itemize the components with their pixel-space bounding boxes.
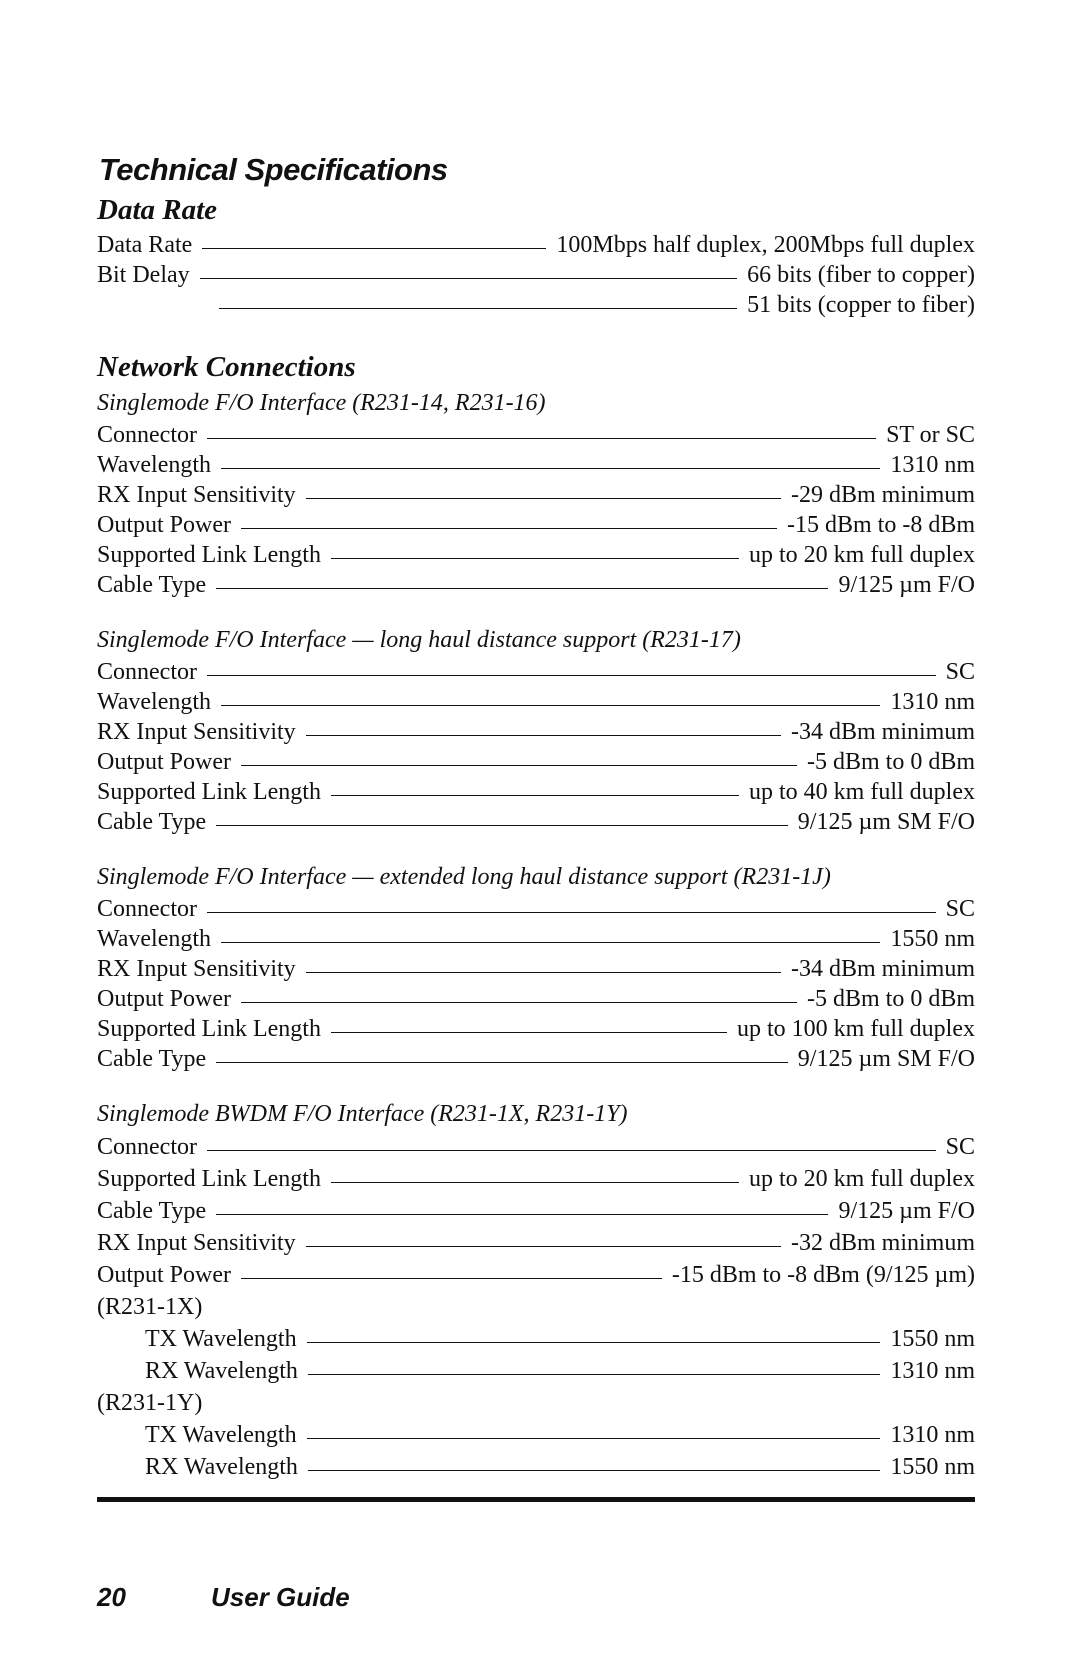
spec-value: 1550 nm <box>890 926 975 952</box>
spec-label: Supported Link Length <box>97 1166 321 1192</box>
leader-line <box>207 1149 936 1151</box>
leader-line <box>307 1341 881 1343</box>
spec-label: TX Wavelength <box>145 1422 297 1448</box>
spec-label: Wavelength <box>97 452 212 478</box>
spec-row <box>97 1451 975 1483</box>
spec-value: SC <box>945 896 975 922</box>
leader-line <box>241 1277 662 1279</box>
spec-label: Connector <box>97 659 197 685</box>
spec-label: Cable Type <box>97 1198 207 1224</box>
spec-value: 1310 nm <box>890 452 975 478</box>
spec-value: 100Mbps half duplex, 200Mbps full duplex <box>556 232 975 258</box>
spec-label: Supported Link Length <box>97 542 321 568</box>
spec-value: -5 dBm to 0 dBm <box>806 986 975 1012</box>
leader-line <box>221 941 880 943</box>
spec-row <box>97 1419 975 1451</box>
spec-row <box>97 717 975 747</box>
leader-line <box>331 557 739 559</box>
spec-row <box>97 954 975 984</box>
spec-row <box>97 1355 975 1387</box>
page-number: 20 <box>97 1582 126 1612</box>
interface-subheading: Singlemode F/O Interface (R231-14, R231-16) <box>97 390 546 416</box>
spec-row <box>97 807 975 837</box>
spec-value: 66 bits (fiber to copper) <box>747 262 975 288</box>
leader-line <box>306 734 781 736</box>
spec-label: Supported Link Length <box>97 779 321 805</box>
bottom-rule <box>97 1497 975 1502</box>
leader-line <box>241 527 777 529</box>
model-label: (R231-1X) <box>97 1294 203 1320</box>
leader-line <box>207 911 936 913</box>
spec-label: RX Input Sensitivity <box>97 956 296 982</box>
leader-line <box>331 794 739 796</box>
spec-label: RX Wavelength <box>145 1454 298 1480</box>
spec-value: 1310 nm <box>890 1422 975 1448</box>
leader-line <box>207 674 936 676</box>
leader-line <box>216 587 828 589</box>
leader-line <box>216 824 788 826</box>
spec-row <box>97 777 975 807</box>
spec-row-data-rate <box>97 230 975 260</box>
spec-value: SC <box>945 1134 975 1160</box>
spec-value: 1550 nm <box>890 1454 975 1480</box>
spec-label: Bit Delay <box>97 262 190 288</box>
spec-value: -5 dBm to 0 dBm <box>806 749 975 775</box>
spec-value: 9/125 µm SM F/O <box>797 809 975 835</box>
spec-label: Supported Link Length <box>97 1016 321 1042</box>
spec-row-bit-delay <box>97 260 975 290</box>
spec-label: Cable Type <box>97 809 207 835</box>
spec-label: Output Power <box>97 986 231 1012</box>
spec-label: Wavelength <box>97 926 212 952</box>
spec-value: 9/125 µm F/O <box>838 1198 975 1224</box>
leader-line <box>308 1373 880 1375</box>
leader-line <box>241 1001 797 1003</box>
data-rate-heading: Data Rate <box>97 194 218 226</box>
spec-row <box>97 687 975 717</box>
spec-value: 1310 nm <box>890 689 975 715</box>
spec-label: Cable Type <box>97 572 207 598</box>
leader-line <box>331 1181 739 1183</box>
spec-value: up to 100 km full duplex <box>737 1016 975 1042</box>
spec-row <box>97 1195 975 1227</box>
leader-line <box>221 467 880 469</box>
spec-row <box>97 1323 975 1355</box>
leader-line <box>219 307 737 309</box>
spec-value: ST or SC <box>886 422 975 448</box>
spec-label: RX Input Sensitivity <box>97 1230 296 1256</box>
leader-line <box>306 497 781 499</box>
spec-page <box>97 150 975 1483</box>
leader-line <box>202 247 546 249</box>
spec-value: 1310 nm <box>890 1358 975 1384</box>
guide-title: User Guide <box>211 1582 350 1612</box>
spec-row <box>97 540 975 570</box>
spec-label: Output Power <box>97 1262 231 1288</box>
spec-value: up to 20 km full duplex <box>749 542 975 568</box>
leader-line <box>307 1437 881 1439</box>
spec-row <box>97 894 975 924</box>
leader-line <box>331 1031 727 1033</box>
leader-line <box>241 764 797 766</box>
spec-label: RX Wavelength <box>145 1358 298 1384</box>
spec-value: up to 20 km full duplex <box>749 1166 975 1192</box>
spec-value: -34 dBm minimum <box>790 719 975 745</box>
page-title: Technical Specifications <box>99 152 448 187</box>
spec-label: Data Rate <box>97 232 193 258</box>
spec-value: -15 dBm to -8 dBm <box>786 512 975 538</box>
spec-row <box>97 657 975 687</box>
leader-line <box>200 277 737 279</box>
interface-subheading: Singlemode F/O Interface — long haul distance support (R231-17) <box>97 627 741 653</box>
spec-row <box>97 984 975 1014</box>
spec-row <box>97 480 975 510</box>
spec-label: Output Power <box>97 512 231 538</box>
leader-line <box>207 437 876 439</box>
page-footer <box>97 1582 350 1613</box>
spec-row <box>97 420 975 450</box>
spec-label: RX Input Sensitivity <box>97 482 296 508</box>
leader-line <box>308 1469 880 1471</box>
model-label: (R231-1Y) <box>97 1390 203 1416</box>
spec-value: 51 bits (copper to fiber) <box>747 292 975 318</box>
spec-label: Connector <box>97 1134 197 1160</box>
spec-value: up to 40 km full duplex <box>749 779 975 805</box>
spec-label: Connector <box>97 422 197 448</box>
spec-row <box>97 924 975 954</box>
spec-value: -29 dBm minimum <box>790 482 975 508</box>
spec-value: 9/125 µm F/O <box>838 572 975 598</box>
spec-row <box>97 1044 975 1074</box>
spec-value: SC <box>945 659 975 685</box>
leader-line <box>306 1245 781 1247</box>
spec-label: TX Wavelength <box>145 1326 297 1352</box>
spec-row <box>97 747 975 777</box>
spec-label: Cable Type <box>97 1046 207 1072</box>
spec-row <box>97 570 975 600</box>
interface-subheading: Singlemode F/O Interface — extended long haul distance support (R231-1J) <box>97 864 831 890</box>
spec-label: Output Power <box>97 749 231 775</box>
spec-row <box>97 1131 975 1163</box>
spec-row <box>97 510 975 540</box>
spec-row <box>97 1014 975 1044</box>
spec-row <box>97 1227 975 1259</box>
spec-value: -32 dBm minimum <box>790 1230 975 1256</box>
interface-subheading: Singlemode BWDM F/O Interface (R231-1X, R231-1Y) <box>97 1101 628 1127</box>
spec-label: Wavelength <box>97 689 212 715</box>
spec-value: 9/125 µm SM F/O <box>797 1046 975 1072</box>
spec-row <box>97 1163 975 1195</box>
leader-line <box>216 1213 828 1215</box>
leader-line <box>216 1061 788 1063</box>
spec-label: Connector <box>97 896 197 922</box>
leader-line <box>221 704 880 706</box>
spec-label: RX Input Sensitivity <box>97 719 296 745</box>
spec-value: -34 dBm minimum <box>790 956 975 982</box>
spec-row <box>97 1259 975 1291</box>
spec-value: 1550 nm <box>890 1326 975 1352</box>
leader-line <box>306 971 781 973</box>
spec-row <box>97 450 975 480</box>
network-connections-heading: Network Connections <box>97 351 356 383</box>
spec-value: -15 dBm to -8 dBm (9/125 µm) <box>671 1262 975 1288</box>
spec-row-bit-delay-2 <box>97 290 975 320</box>
